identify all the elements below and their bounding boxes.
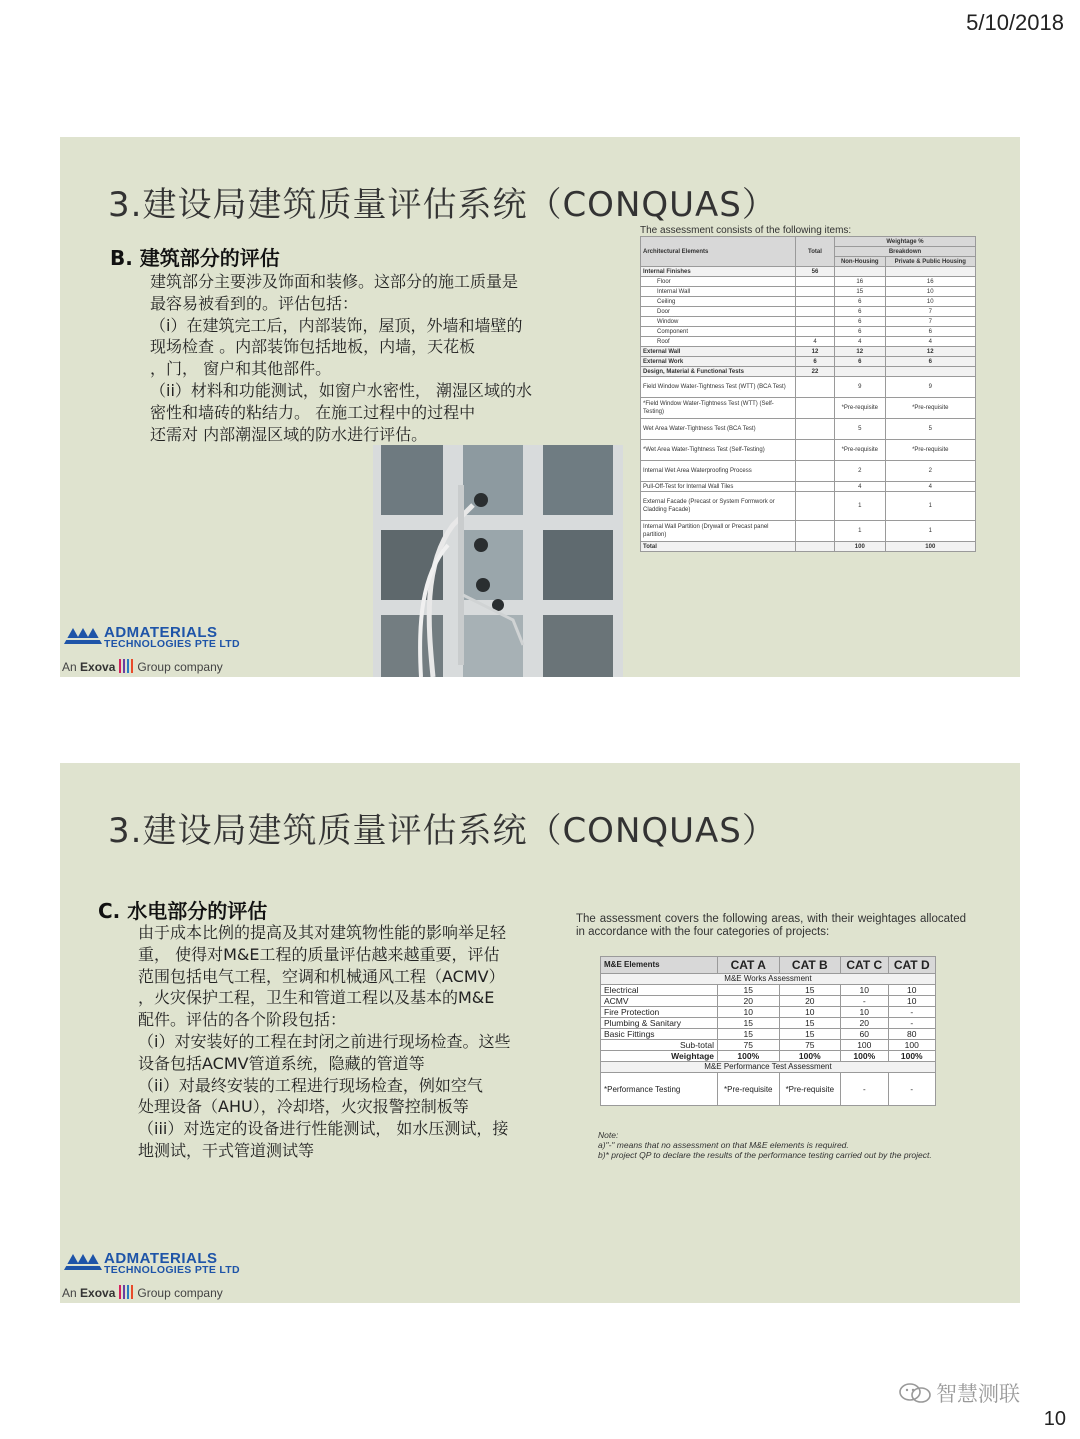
performance-row-label: *Performance Testing [601,1073,718,1106]
table-row [641,317,976,327]
row-label: Wet Area Water-Tightness Test (BCA Test) [641,419,796,440]
private-public-cell: 12 [885,347,975,357]
non-housing-cell: 12 [835,347,886,357]
private-public-cell: 4 [885,482,975,492]
row-label: Roof [641,337,796,347]
table-body [641,267,976,552]
table-note [598,1130,968,1160]
cat-cell: - [888,1018,935,1029]
tag-prefix: An [62,1286,77,1300]
row-label: External Work [641,357,796,367]
cat-cell: 60 [841,1029,888,1040]
col-header-cat-c: CAT C [841,957,888,974]
logo-name: ADMATERIALS [104,624,218,641]
non-housing-cell: 6 [835,357,886,367]
row-label: Internal Finishes [641,267,796,277]
row-label: Internal Wall Partition (Drywall or Precast panel partition) [641,521,796,542]
subtotal-cell: 100 [841,1040,888,1051]
admaterials-logo-icon [64,1250,102,1272]
row-label: Window [641,317,796,327]
total-cell [796,277,835,287]
row-label: Floor [641,277,796,287]
section-heading: B. 建筑部分的评估 [110,246,280,270]
non-housing-cell: 100 [835,542,886,552]
subtotal-cell: 75 [779,1040,841,1051]
table-row [641,440,976,461]
non-housing-cell [835,367,886,377]
body-line: 现场检查 。内部装饰包括地板，内墙，天花板 [150,337,476,357]
cat-cell: 10 [779,1007,841,1018]
col-header-elements: Architectural Elements [641,237,796,267]
table-row [641,297,976,307]
body-line: （ii）对最终安装的工程进行现场检查，例如空气 [138,1075,483,1095]
body-line: 设备包括ACMV管道系统，隐藏的管道等 [138,1053,425,1073]
logo-tagline [62,1285,223,1300]
body-line: （i）在建筑完工后，内部装饰，屋顶，外墙和墙壁的 [150,315,523,335]
works-assessment-label: M&E Works Assessment [601,974,936,985]
performance-cell: *Pre-requisite [779,1073,841,1106]
subtotal-cell: 100 [888,1040,935,1051]
body-line: 密性和墙砖的粘结力。 在施工过程中的过程中 [150,402,476,422]
col-header-breakdown: Breakdown [835,247,976,257]
performance-assessment-label: M&E Performance Test Assessment [601,1062,936,1073]
table-row [641,419,976,440]
section-heading: C. 水电部分的评估 [98,899,268,923]
body-line: 地测试，干式管道测试等 [138,1140,315,1160]
total-cell [796,287,835,297]
weightage-cell: 100% [718,1051,780,1062]
tag-brand: Exova [80,1286,116,1300]
row-label: *Field Window Water-Tightness Test (WTT) (Self-Testing) [641,398,796,419]
exova-icon [119,659,133,673]
table-row [641,357,976,367]
page-date: 5/10/2018 [966,10,1064,35]
tag-suffix: Group company [137,1286,223,1300]
row-label: Component [641,327,796,337]
private-public-cell [885,267,975,277]
table-row [641,287,976,297]
body-line: ，门， 窗户和其他部件。 [150,359,332,379]
row-label: Fire Protection [601,1007,718,1018]
body-line: （ii）材料和功能测试，如窗户水密性， 潮湿区域的水 [150,380,532,400]
non-housing-cell: 2 [835,461,886,482]
body-line: 还需对 内部潮湿区域的防水进行评估。 [150,424,428,444]
private-public-cell: 9 [885,377,975,398]
company-logo [60,1250,310,1320]
non-housing-cell: 16 [835,277,886,287]
body-line: 配件。评估的各个阶段包括： [138,1010,347,1030]
logo-subname: TECHNOLOGIES PTE LTD [104,1264,240,1276]
total-cell: 12 [796,347,835,357]
non-housing-cell: 6 [835,327,886,337]
table-row [641,277,976,287]
watermark [898,1378,1020,1408]
non-housing-cell: 6 [835,307,886,317]
table-body [601,985,936,1040]
admaterials-logo-icon [64,624,102,646]
slide-title: 3.建设局建筑质量评估系统（CONQUAS） [108,185,777,225]
cat-cell: 20 [718,996,780,1007]
private-public-cell: 1 [885,521,975,542]
total-cell: 4 [796,337,835,347]
total-cell [796,317,835,327]
weightage-cell: 100% [888,1051,935,1062]
cat-cell: 15 [718,1029,780,1040]
cat-cell: 10 [888,985,935,996]
total-cell [796,297,835,307]
total-cell [796,521,835,542]
col-header-non-housing: Non-Housing [835,257,886,267]
cat-cell: 20 [841,1018,888,1029]
table-row [641,337,976,347]
exova-icon [119,1285,133,1299]
mne-weightage-table [600,956,936,1106]
total-cell [796,461,835,482]
total-cell [796,492,835,521]
col-header-total: Total [796,237,835,267]
row-label: Pull-Off-Test for Internal Wall Tiles [641,482,796,492]
private-public-cell: 10 [885,287,975,297]
total-cell [796,542,835,552]
row-label: Electrical [601,985,718,996]
col-header-private-public: Private & Public Housing [885,257,975,267]
cat-cell: 20 [779,996,841,1007]
row-label: Internal Wet Area Waterproofing Process [641,461,796,482]
weightage-cell: 100% [779,1051,841,1062]
cat-cell: 15 [779,1018,841,1029]
total-cell: 6 [796,357,835,367]
col-header-elements: M&E Elements [601,957,718,974]
non-housing-cell: 5 [835,419,886,440]
table-row [641,347,976,357]
architectural-weightage-table [640,236,976,552]
table-row [641,398,976,419]
table-row [641,307,976,317]
note-b: b)* project QP to declare the results of the performance testing carried out by the project. [598,1150,932,1160]
private-public-cell: 1 [885,492,975,521]
table-row [601,1007,936,1018]
row-label: Total [641,542,796,552]
weightage-cell: 100% [841,1051,888,1062]
private-public-cell: 16 [885,277,975,287]
private-public-cell: 6 [885,327,975,337]
row-label: External Facade (Precast or System Formwork or Cladding Facade) [641,492,796,521]
private-public-cell: *Pre-requisite [885,440,975,461]
col-header-cat-a: CAT A [718,957,780,974]
col-header-weightage: Weightage % [835,237,976,247]
subtotal-cell: 75 [718,1040,780,1051]
private-public-cell: 4 [885,337,975,347]
cat-cell: 10 [841,1007,888,1018]
cat-cell: 80 [888,1029,935,1040]
slide-mne [60,763,1020,1303]
total-cell [796,327,835,337]
private-public-cell: 2 [885,461,975,482]
non-housing-cell: 6 [835,317,886,327]
logo-tagline [62,659,223,674]
window-test-photo [373,445,623,677]
total-cell [796,398,835,419]
table-caption: The assessment covers the following areas, with their weightages allocated in accordance with the four categories of projects: [576,913,966,938]
note-title: Note: [598,1130,619,1140]
table-row [601,985,936,996]
tag-suffix: Group company [137,660,223,674]
tag-prefix: An [62,660,77,674]
total-cell [796,440,835,461]
private-public-cell: *Pre-requisite [885,398,975,419]
body-line: ，火灾保护工程，卫生和管道工程以及基本的M&E [138,988,495,1008]
table-row [641,267,976,277]
non-housing-cell: 1 [835,492,886,521]
body-line: 重， 使得对M&E工程的质量评估越来越重要，评估 [138,944,500,964]
non-housing-cell: 15 [835,287,886,297]
section-body [150,271,532,445]
row-label: Basic Fittings [601,1029,718,1040]
non-housing-cell [835,267,886,277]
body-line: 由于成本比例的提高及其对建筑物性能的影响举足轻 [138,923,507,942]
slide-title: 3.建设局建筑质量评估系统（CONQUAS） [108,811,777,851]
non-housing-cell: 4 [835,482,886,492]
row-label: Design, Material & Functional Tests [641,367,796,377]
table-row [641,377,976,398]
logo-name: ADMATERIALS [104,1250,218,1267]
table-caption: The assessment consists of the following items: [640,225,852,236]
company-logo [60,624,310,694]
table-row [641,542,976,552]
non-housing-cell: 4 [835,337,886,347]
body-line: （i）对安装好的工程在封闭之前进行现场检查。这些 [138,1031,511,1051]
table-row [641,327,976,337]
watermark-text: 智慧测联 [936,1382,1020,1406]
total-cell [796,377,835,398]
private-public-cell: 6 [885,357,975,367]
cat-cell: - [841,996,888,1007]
table-row [641,367,976,377]
row-label: External Wall [641,347,796,357]
cat-cell: 10 [841,985,888,996]
cat-cell: 15 [779,985,841,996]
private-public-cell: 10 [885,297,975,307]
private-public-cell: 100 [885,542,975,552]
page-number: 10 [1043,1408,1066,1430]
tag-brand: Exova [80,660,116,674]
row-label: Plumbing & Sanitary [601,1018,718,1029]
body-line: 处理设备（AHU），冷却塔，火灾报警控制板等 [138,1097,469,1117]
private-public-cell: 5 [885,419,975,440]
table-row [601,996,936,1007]
section-body [138,922,510,1162]
total-cell [796,482,835,492]
body-line: 最容易被看到的。评估包括： [150,293,359,313]
row-label: Ceiling [641,297,796,307]
private-public-cell: 7 [885,307,975,317]
row-label: *Wet Area Water-Tightness Test (Self-Testing) [641,440,796,461]
row-label: Field Window Water-Tightness Test (WTT) (BCA Test) [641,377,796,398]
note-a: a)"-" means that no assessment on that M&E elements is required. [598,1140,849,1150]
total-cell [796,419,835,440]
col-header-cat-d: CAT D [888,957,935,974]
cat-cell: 15 [718,985,780,996]
cat-cell: 15 [779,1029,841,1040]
row-label: ACMV [601,996,718,1007]
cat-cell: 10 [888,996,935,1007]
private-public-cell: 7 [885,317,975,327]
col-header-cat-b: CAT B [779,957,841,974]
table-row [641,461,976,482]
weightage-label: Weightage [601,1051,718,1062]
cat-cell: - [888,1007,935,1018]
logo-subname: TECHNOLOGIES PTE LTD [104,638,240,650]
total-cell [796,307,835,317]
table-row [641,492,976,521]
table-row [641,482,976,492]
performance-cell: - [841,1073,888,1106]
table-row [641,521,976,542]
total-cell: 22 [796,367,835,377]
non-housing-cell: 9 [835,377,886,398]
cat-cell: 15 [718,1018,780,1029]
total-cell: 56 [796,267,835,277]
performance-cell: *Pre-requisite [718,1073,780,1106]
table-row [601,1029,936,1040]
performance-cell: - [888,1073,935,1106]
body-line: 建筑部分主要涉及饰面和装修。这部分的施工质量是 [150,272,519,291]
non-housing-cell: 6 [835,297,886,307]
row-label: Internal Wall [641,287,796,297]
subtotal-label: Sub-total [601,1040,718,1051]
private-public-cell [885,367,975,377]
row-label: Door [641,307,796,317]
non-housing-cell: 1 [835,521,886,542]
body-line: 范围包括电气工程，空调和机械通风工程（ACMV） [138,966,505,986]
body-line: （iii）对选定的设备进行性能测试， 如水压测试，接 [138,1119,509,1139]
table-row [601,1018,936,1029]
slide-architectural [60,137,1020,677]
wechat-icon [898,1382,932,1404]
non-housing-cell: *Pre-requisite [835,440,886,461]
non-housing-cell: *Pre-requisite [835,398,886,419]
cat-cell: 10 [718,1007,780,1018]
